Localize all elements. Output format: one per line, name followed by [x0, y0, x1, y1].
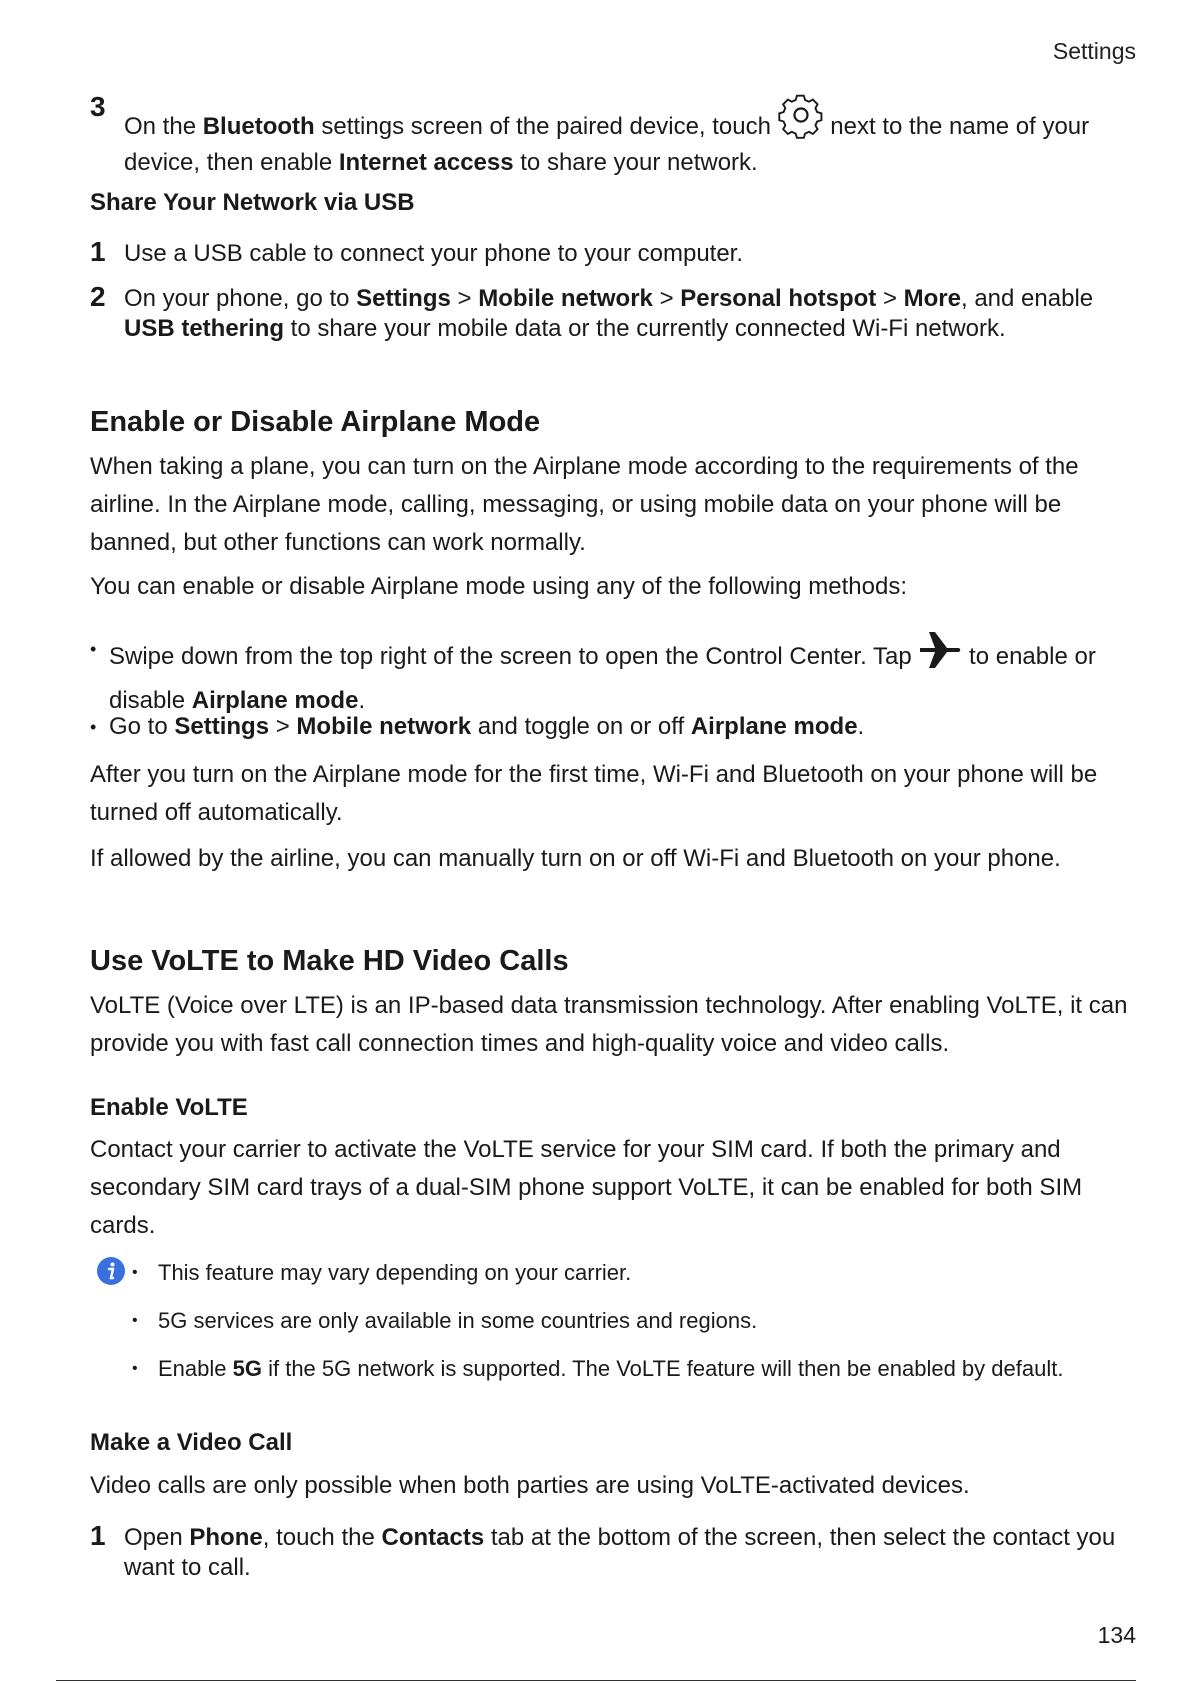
- airplane-section-heading: Enable or Disable Airplane Mode: [90, 406, 541, 438]
- step-number: 3: [90, 91, 106, 122]
- bullet-dot: •: [132, 1360, 138, 1377]
- usb-step-2: [90, 281, 1140, 344]
- note-text: 5G services are only available in some countries and regions.: [158, 1308, 758, 1333]
- step-number: 1: [90, 1520, 106, 1551]
- step-number: 1: [90, 236, 106, 267]
- gear-icon: [778, 94, 824, 148]
- bullet-dot: •: [90, 717, 97, 737]
- note-text: This feature may vary depending on your carrier.: [158, 1260, 632, 1285]
- airplane-manual-paragraph: If allowed by the airline, you can manually turn on or off Wi-Fi and Bluetooth on your phone.: [90, 845, 1061, 872]
- running-header: Settings: [1052, 38, 1136, 64]
- note-item: [90, 1354, 1140, 1384]
- bullet-dot: •: [132, 1312, 138, 1329]
- airplane-method-control-center: [90, 630, 1140, 720]
- step-text: Open Phone, touch the Contacts tab at the bottom of the screen, then select the contact you want to call.: [124, 1524, 1116, 1581]
- airplane-wifi-paragraph: After you turn on the Airplane mode for the first time, Wi-Fi and Bluetooth on your phone will be turned off automatically.: [90, 761, 1098, 826]
- bullet-text: Swipe down from the top right of the screen to open the Control Center. Tap to enable or disable Airplane mode.: [109, 630, 1140, 720]
- info-icon: [96, 1256, 126, 1294]
- enable-volte-heading: Enable VoLTE: [90, 1094, 248, 1121]
- video-call-heading: Make a Video Call: [90, 1429, 293, 1456]
- video-call-paragraph: Video calls are only possible when both parties are using VoLTE-activated devices.: [90, 1472, 970, 1499]
- usb-step-1: [90, 236, 1140, 269]
- usb-section-heading: Share Your Network via USB: [90, 189, 415, 216]
- footer-divider: [56, 1680, 1136, 1681]
- bluetooth-step-3: [90, 91, 1140, 178]
- step-text: Use a USB cable to connect your phone to your computer.: [124, 240, 744, 267]
- note-item: [90, 1258, 1140, 1288]
- airplane-method-settings: [90, 708, 1140, 746]
- enable-volte-paragraph: Contact your carrier to activate the VoLTE service for your SIM card. If both the primary and secondary SIM card trays of a dual-SIM phone support VoLTE, it can be enabled for both SIM cards.: [90, 1136, 1083, 1239]
- note-item: [90, 1306, 1140, 1336]
- bullet-text: Go to Settings > Mobile network and toggle on or off Airplane mode.: [109, 713, 865, 740]
- step-text: On the Bluetooth settings screen of the paired device, touch next to the name of your device, then enable Internet access to share your network.: [124, 94, 1140, 178]
- step-number: 2: [90, 281, 106, 312]
- video-call-step-1: [90, 1520, 1140, 1583]
- volte-section-heading: Use VoLTE to Make HD Video Calls: [90, 945, 569, 977]
- volte-intro-paragraph: VoLTE (Voice over LTE) is an IP-based data transmission technology. After enabling VoLTE, it can provide you with fast call connection times and high-quality voice and video calls.: [90, 992, 1128, 1057]
- page-number: 134: [1097, 1622, 1136, 1648]
- bullet-dot: •: [132, 1264, 138, 1281]
- airplane-intro-paragraph: When taking a plane, you can turn on the Airplane mode according to the requirements of the airline. In the Airplane mode, calling, messaging, or using mobile data on your phone will be banned, but other functions can work normally.: [90, 453, 1079, 556]
- bullet-dot: •: [90, 639, 97, 659]
- airplane-icon: [918, 630, 962, 682]
- step-text: On your phone, go to Settings > Mobile network > Personal hotspot > More, and enable USB tethering to share your mobile data or the currently connected Wi-Fi network.: [124, 285, 1094, 342]
- airplane-methods-paragraph: You can enable or disable Airplane mode using any of the following methods:: [90, 573, 907, 600]
- note-text: Enable 5G if the 5G network is supported. The VoLTE feature will then be enabled by default.: [158, 1356, 1064, 1381]
